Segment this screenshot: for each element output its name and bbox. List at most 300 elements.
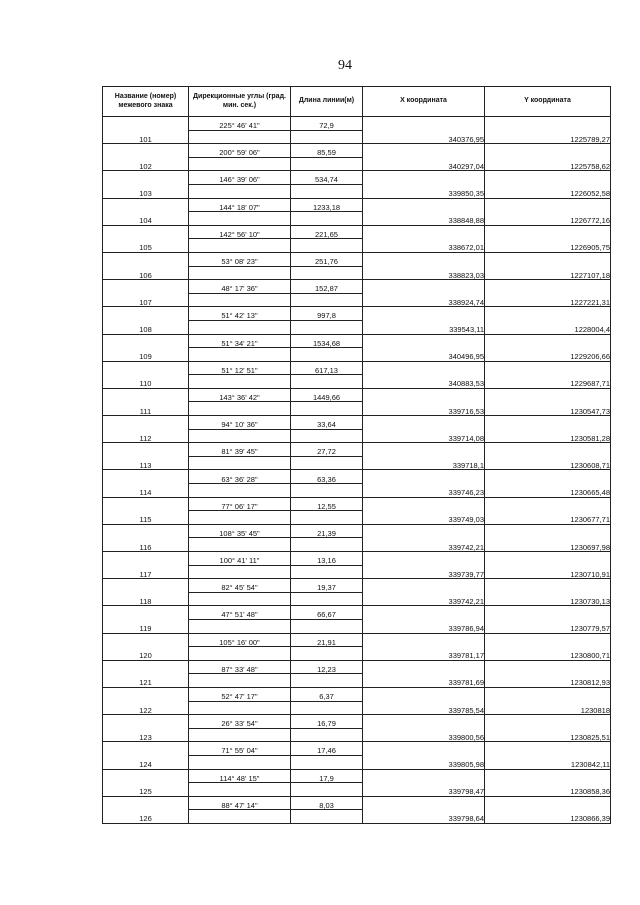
direction-angle: 51° 42' 13" [189,307,291,321]
length-cell-empty [291,456,363,470]
marker-name: 104 [103,212,189,226]
angle-cell-empty [189,810,291,824]
name-cell-empty [103,552,189,566]
point-row [103,728,611,742]
x-cell-empty [363,687,485,701]
name-cell-empty [103,361,189,375]
segment-row [103,606,611,620]
line-length: 17,46 [291,742,363,756]
marker-name: 101 [103,130,189,144]
x-cell-empty [363,796,485,810]
y-cell-empty [485,470,611,484]
length-cell-empty [291,293,363,307]
y-cell-empty [485,606,611,620]
segment-row [103,416,611,430]
angle-cell-empty [189,266,291,280]
x-cell-empty [363,144,485,158]
y-cell-empty [485,361,611,375]
name-cell-empty [103,715,189,729]
line-length: 8,03 [291,796,363,810]
marker-name: 119 [103,619,189,633]
y-coordinate: 1229687,71 [485,375,611,389]
y-coordinate: 1230818 [485,701,611,715]
name-cell-empty [103,470,189,484]
x-cell-empty [363,171,485,185]
x-cell-empty [363,307,485,321]
segment-row [103,660,611,674]
direction-angle: 142° 56' 10" [189,225,291,239]
x-cell-empty [363,579,485,593]
segment-row [103,225,611,239]
angle-cell-empty [189,647,291,661]
point-row [103,375,611,389]
y-cell-empty [485,280,611,294]
y-coordinate: 1230608,71 [485,456,611,470]
marker-name: 107 [103,293,189,307]
point-row [103,266,611,280]
marker-name: 123 [103,728,189,742]
x-cell-empty [363,198,485,212]
name-cell-empty [103,388,189,402]
name-cell-empty [103,334,189,348]
line-length: 251,76 [291,252,363,266]
name-cell-empty [103,252,189,266]
segment-row [103,171,611,185]
length-cell-empty [291,755,363,769]
name-cell-empty [103,171,189,185]
line-length: 33,64 [291,416,363,430]
marker-name: 108 [103,320,189,334]
direction-angle: 53° 08' 23" [189,252,291,266]
length-cell-empty [291,348,363,362]
angle-cell-empty [189,293,291,307]
angle-cell-empty [189,212,291,226]
direction-angle: 200° 59' 06" [189,144,291,158]
y-cell-empty [485,416,611,430]
marker-name: 118 [103,592,189,606]
direction-angle: 87° 33' 48" [189,660,291,674]
length-cell-empty [291,783,363,797]
point-row [103,511,611,525]
x-cell-empty [363,742,485,756]
line-length: 21,91 [291,633,363,647]
y-coordinate: 1230710,91 [485,565,611,579]
angle-cell-empty [189,239,291,253]
name-cell-empty [103,796,189,810]
segment-row [103,307,611,321]
angle-cell-empty [189,565,291,579]
x-cell-empty [363,633,485,647]
segment-row [103,388,611,402]
marker-name: 111 [103,402,189,416]
x-cell-empty [363,416,485,430]
line-length: 63,36 [291,470,363,484]
y-coordinate: 1230866,39 [485,810,611,824]
line-length: 617,13 [291,361,363,375]
table-body [103,117,611,824]
length-cell-empty [291,538,363,552]
y-coordinate: 1230547,73 [485,402,611,416]
x-cell-empty [363,388,485,402]
y-coordinate: 1229206,66 [485,348,611,362]
y-cell-empty [485,579,611,593]
segment-row [103,280,611,294]
y-cell-empty [485,198,611,212]
x-coordinate: 338672,01 [363,239,485,253]
x-coordinate: 339798,47 [363,783,485,797]
marker-name: 125 [103,783,189,797]
line-length: 19,37 [291,579,363,593]
direction-angle: 114° 48' 15" [189,769,291,783]
y-coordinate: 1230730,13 [485,592,611,606]
direction-angle: 47° 51' 48" [189,606,291,620]
marker-name: 102 [103,157,189,171]
marker-name: 112 [103,429,189,443]
segment-row [103,470,611,484]
x-cell-empty [363,361,485,375]
point-row [103,701,611,715]
angle-cell-empty [189,320,291,334]
name-cell-empty [103,633,189,647]
x-coordinate: 338848,88 [363,212,485,226]
line-length: 13,16 [291,552,363,566]
name-cell-empty [103,225,189,239]
segment-row [103,687,611,701]
x-cell-empty [363,497,485,511]
direction-angle: 146° 39' 06" [189,171,291,185]
point-row [103,348,611,362]
x-coordinate: 339781,17 [363,647,485,661]
x-coordinate: 339749,03 [363,511,485,525]
marker-name: 105 [103,239,189,253]
x-cell-empty [363,606,485,620]
line-length: 534,74 [291,171,363,185]
point-row [103,619,611,633]
page-number: 94 [338,58,352,73]
point-row [103,130,611,144]
segment-row [103,144,611,158]
name-cell-empty [103,660,189,674]
line-length: 85,59 [291,144,363,158]
name-cell-empty [103,144,189,158]
x-cell-empty [363,117,485,131]
y-coordinate: 1230800,71 [485,647,611,661]
y-cell-empty [485,687,611,701]
header-angle: Дирекционные углы (град. мин. сек.) [189,87,291,117]
x-cell-empty [363,225,485,239]
name-cell-empty [103,606,189,620]
y-cell-empty [485,225,611,239]
length-cell-empty [291,565,363,579]
line-length: 27,72 [291,443,363,457]
angle-cell-empty [189,511,291,525]
point-row [103,184,611,198]
x-cell-empty [363,524,485,538]
angle-cell-empty [189,130,291,144]
angle-cell-empty [189,184,291,198]
length-cell-empty [291,647,363,661]
name-cell-empty [103,742,189,756]
direction-angle: 108° 35' 45" [189,524,291,538]
line-length: 21,39 [291,524,363,538]
point-row [103,157,611,171]
angle-cell-empty [189,157,291,171]
y-coordinate: 1230858,36 [485,783,611,797]
direction-angle: 71° 55' 04" [189,742,291,756]
x-coordinate: 339714,08 [363,429,485,443]
y-cell-empty [485,552,611,566]
line-length: 1449,66 [291,388,363,402]
marker-name: 109 [103,348,189,362]
length-cell-empty [291,239,363,253]
line-length: 16,79 [291,715,363,729]
header-name: Название (номер) межевого знака [103,87,189,117]
x-coordinate: 339786,94 [363,619,485,633]
y-cell-empty [485,307,611,321]
angle-cell-empty [189,783,291,797]
marker-name: 115 [103,511,189,525]
y-coordinate: 1226052,58 [485,184,611,198]
x-cell-empty [363,660,485,674]
point-row [103,484,611,498]
length-cell-empty [291,810,363,824]
angle-cell-empty [189,348,291,362]
segment-row [103,198,611,212]
x-cell-empty [363,470,485,484]
x-cell-empty [363,443,485,457]
marker-name: 110 [103,375,189,389]
name-cell-empty [103,280,189,294]
x-coordinate: 340883,53 [363,375,485,389]
x-coordinate: 339739,77 [363,565,485,579]
y-cell-empty [485,117,611,131]
point-row [103,456,611,470]
angle-cell-empty [189,728,291,742]
point-row [103,674,611,688]
direction-angle: 225° 46' 41" [189,117,291,131]
y-cell-empty [485,497,611,511]
segment-row [103,443,611,457]
x-coordinate: 339785,54 [363,701,485,715]
y-coordinate: 1230677,71 [485,511,611,525]
length-cell-empty [291,701,363,715]
name-cell-empty [103,117,189,131]
name-cell-empty [103,524,189,538]
name-cell-empty [103,443,189,457]
y-coordinate: 1230665,48 [485,484,611,498]
angle-cell-empty [189,755,291,769]
line-length: 17,9 [291,769,363,783]
length-cell-empty [291,266,363,280]
point-row [103,429,611,443]
y-cell-empty [485,388,611,402]
segment-row [103,579,611,593]
x-cell-empty [363,769,485,783]
length-cell-empty [291,157,363,171]
x-coordinate: 339742,21 [363,538,485,552]
y-cell-empty [485,524,611,538]
line-length: 1233,18 [291,198,363,212]
point-row [103,783,611,797]
y-coordinate: 1225758,62 [485,157,611,171]
y-cell-empty [485,769,611,783]
length-cell-empty [291,212,363,226]
header-x: X координата [363,87,485,117]
boundary-coordinates-table [102,86,611,824]
name-cell-empty [103,687,189,701]
y-coordinate: 1228004,4 [485,320,611,334]
y-coordinate: 1230842,11 [485,755,611,769]
point-row [103,647,611,661]
x-coordinate: 339718,1 [363,456,485,470]
segment-row [103,334,611,348]
length-cell-empty [291,375,363,389]
x-coordinate: 339798,64 [363,810,485,824]
x-coordinate: 339800,56 [363,728,485,742]
segment-row [103,117,611,131]
y-cell-empty [485,796,611,810]
x-coordinate: 340376,95 [363,130,485,144]
direction-angle: 26° 33' 54" [189,715,291,729]
x-cell-empty [363,334,485,348]
y-coordinate: 1230812,93 [485,674,611,688]
y-cell-empty [485,334,611,348]
length-cell-empty [291,511,363,525]
direction-angle: 51° 34' 21" [189,334,291,348]
y-cell-empty [485,252,611,266]
line-length: 12,23 [291,660,363,674]
x-coordinate: 339781,69 [363,674,485,688]
angle-cell-empty [189,484,291,498]
marker-name: 113 [103,456,189,470]
segment-row [103,252,611,266]
point-row [103,320,611,334]
x-coordinate: 338924,74 [363,293,485,307]
direction-angle: 52° 47' 17" [189,687,291,701]
segment-row [103,552,611,566]
point-row [103,212,611,226]
marker-name: 116 [103,538,189,552]
length-cell-empty [291,484,363,498]
name-cell-empty [103,497,189,511]
y-coordinate: 1230581,28 [485,429,611,443]
x-coordinate: 339742,21 [363,592,485,606]
point-row [103,810,611,824]
y-cell-empty [485,443,611,457]
angle-cell-empty [189,701,291,715]
x-coordinate: 339746,23 [363,484,485,498]
segment-row [103,796,611,810]
header-length: Длина линии(м) [291,87,363,117]
y-cell-empty [485,171,611,185]
header-y: Y координата [485,87,611,117]
line-length: 6,37 [291,687,363,701]
line-length: 221,65 [291,225,363,239]
y-coordinate: 1230779,57 [485,619,611,633]
angle-cell-empty [189,592,291,606]
angle-cell-empty [189,402,291,416]
name-cell-empty [103,416,189,430]
length-cell-empty [291,728,363,742]
marker-name: 117 [103,565,189,579]
y-coordinate: 1227221,31 [485,293,611,307]
y-cell-empty [485,144,611,158]
y-coordinate: 1226772,16 [485,212,611,226]
direction-angle: 100° 41' 11" [189,552,291,566]
angle-cell-empty [189,429,291,443]
direction-angle: 144° 18' 07" [189,198,291,212]
x-coordinate: 339850,35 [363,184,485,198]
y-cell-empty [485,742,611,756]
segment-row [103,715,611,729]
marker-name: 120 [103,647,189,661]
point-row [103,402,611,416]
x-cell-empty [363,715,485,729]
marker-name: 114 [103,484,189,498]
line-length: 72,9 [291,117,363,131]
x-coordinate: 339716,53 [363,402,485,416]
line-length: 12,55 [291,497,363,511]
direction-angle: 143° 36' 42" [189,388,291,402]
point-row [103,239,611,253]
segment-row [103,633,611,647]
line-length: 66,67 [291,606,363,620]
length-cell-empty [291,674,363,688]
y-cell-empty [485,660,611,674]
name-cell-empty [103,307,189,321]
name-cell-empty [103,198,189,212]
x-cell-empty [363,252,485,266]
point-row [103,592,611,606]
direction-angle: 51° 12' 51" [189,361,291,375]
point-row [103,755,611,769]
marker-name: 106 [103,266,189,280]
length-cell-empty [291,130,363,144]
name-cell-empty [103,769,189,783]
marker-name: 124 [103,755,189,769]
y-coordinate: 1230697,98 [485,538,611,552]
point-row [103,538,611,552]
marker-name: 122 [103,701,189,715]
x-cell-empty [363,552,485,566]
angle-cell-empty [189,674,291,688]
segment-row [103,524,611,538]
x-coordinate: 340297,04 [363,157,485,171]
y-cell-empty [485,633,611,647]
direction-angle: 88° 47' 14" [189,796,291,810]
angle-cell-empty [189,375,291,389]
x-cell-empty [363,280,485,294]
direction-angle: 77° 06' 17" [189,497,291,511]
direction-angle: 63° 36' 28" [189,470,291,484]
length-cell-empty [291,184,363,198]
line-length: 152,87 [291,280,363,294]
segment-row [103,769,611,783]
marker-name: 103 [103,184,189,198]
x-coordinate: 340496,95 [363,348,485,362]
direction-angle: 94° 10' 36" [189,416,291,430]
y-cell-empty [485,715,611,729]
length-cell-empty [291,429,363,443]
point-row [103,565,611,579]
x-coordinate: 339543,11 [363,320,485,334]
x-coordinate: 339805,98 [363,755,485,769]
angle-cell-empty [189,619,291,633]
y-coordinate: 1225789,27 [485,130,611,144]
segment-row [103,497,611,511]
length-cell-empty [291,592,363,606]
length-cell-empty [291,402,363,416]
